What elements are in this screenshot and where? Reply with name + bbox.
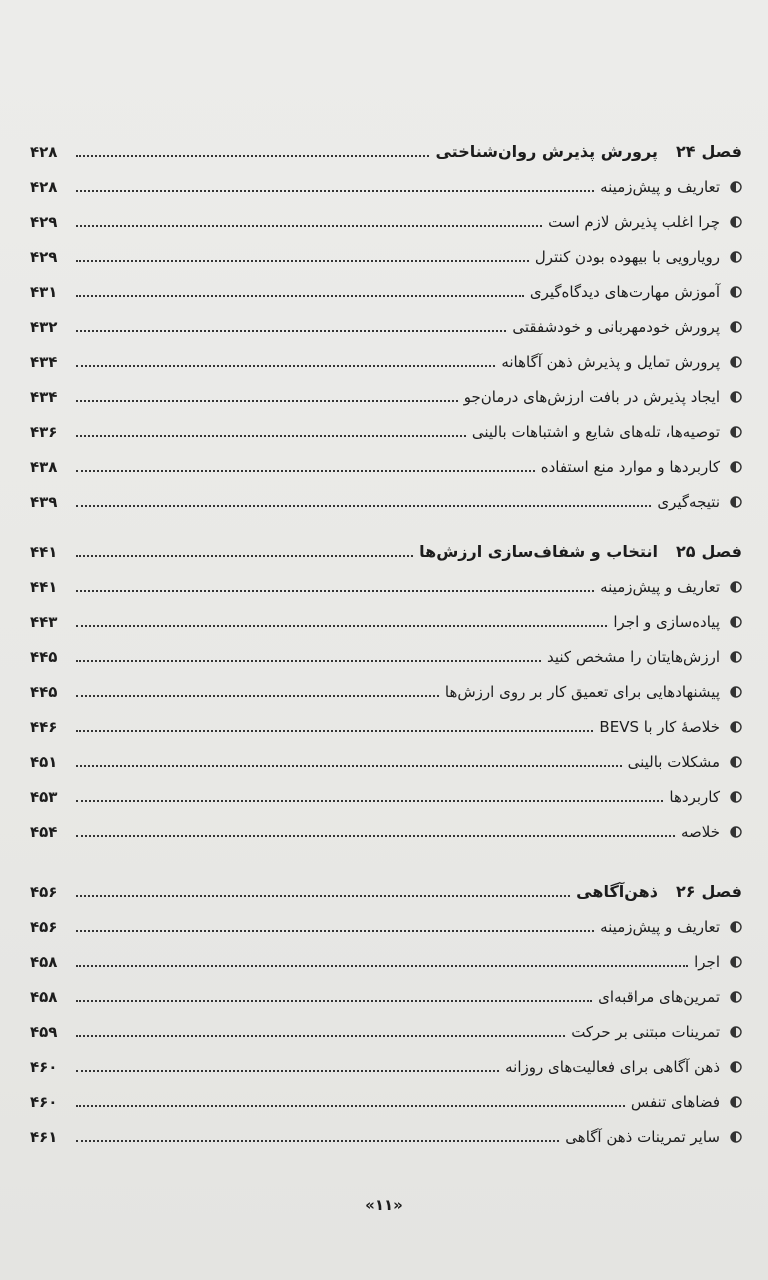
entry-label: آموزش مهارت‌های دیدگاه‌گیری [529,283,720,301]
dot-leader [76,399,458,402]
toc-entry[interactable] [30,738,742,772]
toc-entry[interactable] [30,633,742,667]
page-number: ۴۴۶ [30,718,58,736]
dot-leader [76,329,506,332]
bullet-icon [730,920,742,934]
entry-label: فضاهای تنفس [630,1093,720,1111]
page-number: ۴۵۱ [30,753,58,771]
dot-leader [76,624,607,627]
bullet-icon [730,180,742,194]
bullet-icon [730,1025,742,1039]
toc-entry[interactable] [30,478,742,512]
dot-leader [76,964,688,967]
page-number: ۴۳۹ [30,493,58,511]
bullet-icon [730,580,742,594]
dot-leader [76,659,541,662]
page-number: ۴۵۴ [30,823,58,841]
dot-leader [76,929,594,932]
chapter-number: ۲۶ [675,882,696,901]
bullet-icon [730,215,742,229]
page-number: ۴۴۳ [30,613,58,631]
entry-label: تمرینات مبتنی بر حرکت [571,1023,720,1041]
dot-leader [76,799,663,802]
toc-entry[interactable] [30,973,742,1007]
page-number: ۴۳۴ [30,388,58,406]
toc-entry[interactable] [30,703,742,737]
page-number: ۴۵۹ [30,1023,58,1041]
entry-label: نتیجه‌گیری [657,493,720,511]
entry-label: سایر تمرینات ذهن آگاهی [565,1128,720,1146]
dot-leader [76,694,439,697]
bullet-icon [730,355,742,369]
bullet-icon [730,685,742,699]
page-number: ۴۵۶ [30,918,58,936]
toc-entry[interactable] [30,1043,742,1077]
page-number: ۴۶۰ [30,1058,58,1076]
dot-leader [76,189,594,192]
chapter-prefix: فصل [701,142,742,161]
page-number: ۴۳۶ [30,423,58,441]
entry-label: تمرین‌های مراقبه‌ای [598,988,720,1006]
dot-leader [76,469,535,472]
page-number: ۴۴۱ [30,578,58,596]
entry-label: رویارویی با بیهوده بودن کنترل [534,248,720,266]
dot-leader [76,554,413,557]
bullet-icon [730,1130,742,1144]
dot-leader [76,154,429,157]
toc-entry[interactable] [30,808,742,842]
bullet-icon [730,320,742,334]
entry-label: خلاصه [680,823,720,841]
page-number: ۴۲۸ [30,178,58,196]
bullet-icon [730,615,742,629]
toc-entry[interactable] [30,443,742,477]
bullet-icon [730,825,742,839]
bullet-icon [730,390,742,404]
bullet-icon [730,790,742,804]
entry-label: تعاریف و پیش‌زمینه [600,178,720,196]
toc-entry[interactable] [30,668,742,702]
entry-label: ارزش‌هایتان را مشخص کنید [547,648,720,666]
dot-leader [76,224,542,227]
bullet-icon [730,650,742,664]
entry-label: تعاریف و پیش‌زمینه [600,918,720,936]
toc-entry[interactable] [30,773,742,807]
chapter-heading[interactable] [30,128,742,162]
entry-label: مشکلات بالینی [627,753,720,771]
toc-entry[interactable] [30,1078,742,1112]
entry-label: کاربردها [669,788,720,806]
page-number: ۴۲۸ [30,143,58,161]
dot-leader [76,589,594,592]
dot-leader [76,894,570,897]
toc-entry[interactable] [30,563,742,597]
page-number: ۴۲۹ [30,213,58,231]
bullet-icon [730,285,742,299]
page-number: ۴۲۹ [30,248,58,266]
page-number: ۴۵۸ [30,988,58,1006]
page-number: ۴۳۱ [30,283,58,301]
toc-entry[interactable] [30,1113,742,1147]
entry-label: اجرا [694,953,720,971]
entry-label: پیشنهادهایی برای تعمیق کار بر روی ارزش‌ها [444,683,720,701]
page-number: ۴۵۶ [30,883,58,901]
dot-leader [76,1104,625,1107]
chapter-heading[interactable] [30,868,742,902]
bullet-icon [730,1095,742,1109]
page-number: ۴۳۲ [30,318,58,336]
chapter-prefix: فصل [701,542,742,561]
dot-leader [76,294,524,297]
dot-leader [76,1034,565,1037]
entry-label: پرورش خودمهربانی و خودشفقتی [512,318,720,336]
page-number: ۴۴۱ [30,543,58,561]
dot-leader [76,834,675,837]
toc-entry[interactable] [30,233,742,267]
dot-leader [76,1139,559,1142]
toc-entry[interactable] [30,198,742,232]
bullet-icon [730,250,742,264]
dot-leader [76,999,592,1002]
dot-leader [76,504,651,507]
toc-entry[interactable] [30,303,742,337]
bullet-icon [730,955,742,969]
chapter-title: انتخاب و شفاف‌سازی ارزش‌ها [419,542,658,561]
page-number: ۴۶۰ [30,1093,58,1111]
bullet-icon [730,425,742,439]
toc-entry[interactable] [30,338,742,372]
page-number: ۴۵۸ [30,953,58,971]
dot-leader [76,364,495,367]
chapter-number: ۲۵ [675,542,696,561]
chapter-title: ذهن‌آگاهی [576,882,658,901]
toc-entry[interactable] [30,903,742,937]
entry-label: پیاده‌سازی و اجرا [613,613,720,631]
entry-label: ذهن آگاهی برای فعالیت‌های روزانه [505,1058,720,1076]
chapter-number: ۲۴ [675,142,696,161]
page-number: ۴۴۵ [30,683,58,701]
entry-label: کاربردها و موارد منع استفاده [540,458,720,476]
bullet-icon [730,755,742,769]
entry-label: ایجاد پذیرش در بافت ارزش‌های درمان‌جو [463,388,720,406]
bullet-icon [730,460,742,474]
toc-entry[interactable] [30,373,742,407]
bullet-icon [730,495,742,509]
chapter-heading[interactable] [30,528,742,562]
bullet-icon [730,720,742,734]
page-number: ۴۵۳ [30,788,58,806]
dot-leader [76,434,466,437]
bullet-icon [730,1060,742,1074]
toc-entry[interactable] [30,598,742,632]
toc-entry[interactable] [30,1008,742,1042]
toc-entry[interactable] [30,938,742,972]
entry-label: پرورش تمایل و پذیرش ذهن آگاهانه [501,353,720,371]
page-number: ۴۳۴ [30,353,58,371]
entry-label: تعاریف و پیش‌زمینه [600,578,720,596]
page-number: ۴۳۸ [30,458,58,476]
page-number: ۴۴۵ [30,648,58,666]
bullet-icon [730,990,742,1004]
entry-label: چرا اغلب پذیرش لازم است [548,213,720,231]
page-footer-number: «۱۱» [365,1196,403,1214]
chapter-prefix: فصل [701,882,742,901]
dot-leader [76,764,622,767]
dot-leader [76,259,529,262]
toc-entry[interactable] [30,163,742,197]
entry-label: توصیه‌ها، تله‌های شایع و اشتباهات بالینی [471,423,720,441]
toc-entry[interactable] [30,408,742,442]
entry-label: خلاصهٔ کار با BEVS [599,718,720,736]
dot-leader [76,1069,499,1072]
chapter-title: پرورش پذیرش روان‌شناختی [435,142,658,161]
page-number: ۴۶۱ [30,1128,58,1146]
toc-entry[interactable] [30,268,742,302]
dot-leader [76,729,593,732]
